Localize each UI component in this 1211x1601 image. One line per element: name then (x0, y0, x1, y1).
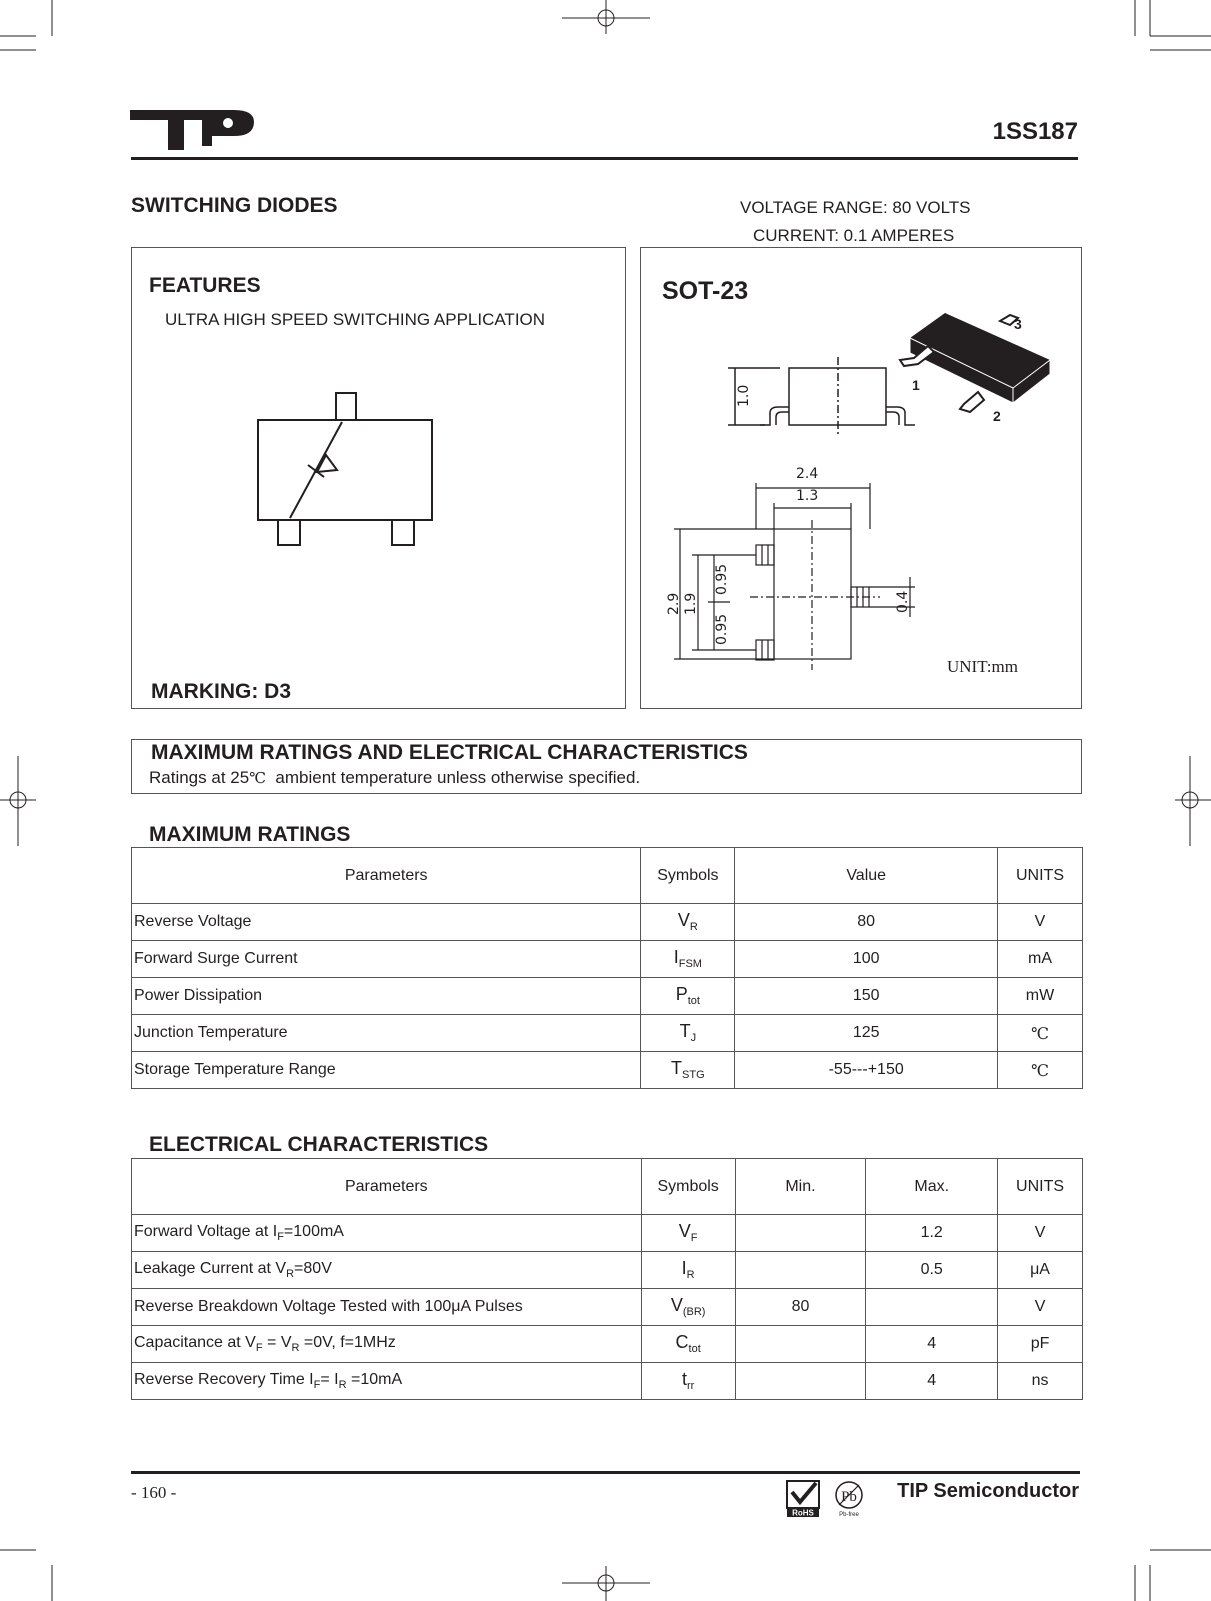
symbol-subscript: F (690, 1232, 698, 1245)
col-header-parameters: Parameters (132, 848, 641, 904)
parameter-subscript: R (286, 1268, 295, 1281)
ratings-intro-note: Ratings at 25℃ ambient temperature unless otherwise specified. (149, 768, 641, 787)
parameter-text: Reverse Breakdown Voltage Tested with 100μA Pulses (134, 1298, 523, 1315)
table-row (132, 904, 1083, 941)
symbol-subscript: tot (688, 1343, 701, 1356)
parameter-cell (132, 1326, 642, 1363)
rohs-icon (786, 1480, 820, 1518)
symbol-cell (641, 978, 735, 1015)
symbol-subscript: tot (687, 995, 700, 1008)
parameter-cell: Power Dissipation (132, 978, 641, 1015)
part-number: 1SS187 (992, 118, 1078, 145)
value-cell: 125 (735, 1015, 998, 1052)
symbol-cell (641, 1015, 735, 1052)
product-category: SWITCHING DIODES (131, 194, 338, 217)
features-title: FEATURES (149, 274, 261, 297)
unit-cell: V (998, 904, 1083, 941)
package-3d-view (900, 308, 1050, 428)
parameter-text: Reverse Recovery Time I (134, 1370, 314, 1388)
symbol-cell (641, 1052, 735, 1089)
max-ratings-header-row (132, 848, 1083, 904)
max-ratings-table (131, 847, 1083, 1089)
symbol-subscript: R (686, 1269, 695, 1282)
symbol-subscript: (BR) (682, 1306, 706, 1319)
parameter-subscript: F (277, 1231, 284, 1244)
dim-body-width: 1.3 (796, 488, 819, 504)
dim-total-width: 2.4 (796, 466, 819, 482)
table-row (132, 1363, 1083, 1400)
col-header-value: Value (735, 848, 998, 904)
dim-pitch-total: 1.9 (683, 592, 699, 615)
symbol-subscript: STG (682, 1069, 705, 1082)
symbol-subscript: rr (686, 1380, 695, 1393)
voltage-range: VOLTAGE RANGE: 80 VOLTS (740, 198, 971, 217)
parameter-subscript: R (291, 1342, 300, 1355)
pb-free-icon (834, 1480, 870, 1518)
parameter-cell: Forward Surge Current (132, 941, 641, 978)
dim-pitch-lower: 0.95 (714, 613, 730, 645)
electrical-title: ELECTRICAL CHARACTERISTICS (149, 1133, 489, 1156)
pb-free-text: Pb-free (839, 1512, 859, 1518)
company-name: TIP Semiconductor (897, 1480, 1079, 1502)
company-logo (130, 106, 255, 154)
min-cell: 80 (735, 1289, 866, 1326)
header-rule (131, 157, 1078, 160)
parameter-cell: Storage Temperature Range (132, 1052, 641, 1089)
pin-2-label: 2 (993, 408, 1001, 424)
parameter-subscript: F (313, 1379, 321, 1392)
unit-cell: V (998, 1215, 1083, 1252)
symbol: V (670, 1295, 683, 1316)
dim-lead-width: 0.4 (895, 590, 911, 613)
symbol-cell (641, 1363, 735, 1400)
min-cell (735, 1326, 866, 1363)
col-header-symbols: Symbols (641, 1159, 735, 1215)
unit-cell: V (998, 1289, 1083, 1326)
min-cell (735, 1215, 866, 1252)
dim-height: 1.0 (736, 384, 752, 407)
unit-label: UNIT:mm (947, 657, 1018, 676)
rohs-text: RoHS (792, 1508, 814, 1518)
package-top-view (666, 465, 940, 700)
col-header-units: UNITS (998, 848, 1083, 904)
value-cell: -55---+150 (735, 1052, 998, 1089)
table-row (132, 1252, 1083, 1289)
parameter-text: = I (320, 1370, 339, 1388)
unit-cell: μA (998, 1252, 1083, 1289)
marking-label: MARKING: D3 (151, 680, 291, 703)
page-number: - 160 - (131, 1483, 177, 1502)
table-row (132, 978, 1083, 1015)
col-header-units: UNITS (998, 1159, 1083, 1215)
table-row (132, 941, 1083, 978)
unit-cell: ℃ (998, 1052, 1083, 1089)
max-ratings-title: MAXIMUM RATINGS (149, 823, 351, 846)
max-cell: 4 (866, 1326, 998, 1363)
parameter-cell: Reverse Voltage (132, 904, 641, 941)
max-cell: 0.5 (866, 1252, 998, 1289)
min-cell (735, 1363, 866, 1400)
unit-cell: ns (998, 1363, 1083, 1400)
symbol: P (675, 984, 688, 1005)
symbol-cell (641, 1326, 735, 1363)
parameter-text: =0V, f=1MHz (299, 1333, 396, 1351)
package-side-view (720, 355, 900, 435)
current-rating: CURRENT: 0.1 AMPERES (753, 226, 955, 245)
unit-cell: mW (998, 978, 1083, 1015)
symbol-cell (641, 1289, 735, 1326)
unit-cell: ℃ (998, 1015, 1083, 1052)
parameter-cell (132, 1363, 642, 1400)
pb-text: Pb (841, 1489, 857, 1505)
symbol: V (678, 1221, 691, 1242)
symbol: C (675, 1332, 689, 1353)
parameter-text: Forward Voltage at I (134, 1222, 278, 1240)
dim-length: 2.9 (666, 592, 682, 615)
min-cell (735, 1252, 866, 1289)
max-cell: 1.2 (866, 1215, 998, 1252)
table-row (132, 1215, 1083, 1252)
footer-rule (131, 1471, 1080, 1474)
electrical-table (131, 1158, 1083, 1400)
symbol-cell (641, 941, 735, 978)
feature-item: ULTRA HIGH SPEED SWITCHING APPLICATION (165, 310, 546, 329)
electrical-header-row (132, 1159, 1083, 1215)
symbol: V (677, 910, 690, 931)
unit-cell: pF (998, 1326, 1083, 1363)
symbol-subscript: J (690, 1032, 697, 1045)
table-row (132, 1052, 1083, 1089)
value-cell: 80 (735, 904, 998, 941)
symbol-subscript: R (689, 921, 698, 934)
symbol: t (681, 1369, 687, 1390)
max-cell (866, 1289, 998, 1326)
col-header-parameters: Parameters (132, 1159, 642, 1215)
ratings-intro-title: MAXIMUM RATINGS AND ELECTRICAL CHARACTERISTICS (151, 741, 748, 764)
parameter-cell (132, 1215, 642, 1252)
table-row (132, 1015, 1083, 1052)
table-row (132, 1326, 1083, 1363)
unit-cell: mA (998, 941, 1083, 978)
dim-pitch-upper: 0.95 (714, 563, 730, 595)
parameter-text: Leakage Current at V (134, 1259, 287, 1277)
symbol: T (679, 1021, 691, 1042)
symbol: T (671, 1058, 683, 1079)
pin-1-label: 1 (912, 377, 920, 393)
value-cell: 100 (735, 941, 998, 978)
diode-schematic (250, 385, 440, 555)
pin-3-label: 3 (1014, 316, 1022, 332)
symbol-cell (641, 1215, 735, 1252)
package-title: SOT-23 (662, 277, 749, 305)
symbol-cell (641, 904, 735, 941)
symbol-subscript: FSM (678, 958, 702, 971)
parameter-cell: Junction Temperature (132, 1015, 641, 1052)
parameter-text: =80V (294, 1259, 332, 1277)
col-header-min: Min. (735, 1159, 866, 1215)
col-header-symbols: Symbols (641, 848, 735, 904)
parameter-cell (132, 1289, 642, 1326)
symbol: I (673, 947, 679, 968)
table-row (132, 1289, 1083, 1326)
symbol-cell (641, 1252, 735, 1289)
value-cell: 150 (735, 978, 998, 1015)
parameter-text: = V (262, 1333, 292, 1351)
parameter-text: =100mA (283, 1222, 344, 1240)
parameter-cell (132, 1252, 642, 1289)
parameter-text: =10mA (346, 1370, 403, 1388)
symbol: I (681, 1258, 687, 1279)
max-cell: 4 (866, 1363, 998, 1400)
col-header-max: Max. (866, 1159, 998, 1215)
parameter-subscript: F (255, 1342, 263, 1355)
parameter-text: Capacitance at V (134, 1333, 256, 1351)
parameter-subscript: R (338, 1379, 347, 1392)
